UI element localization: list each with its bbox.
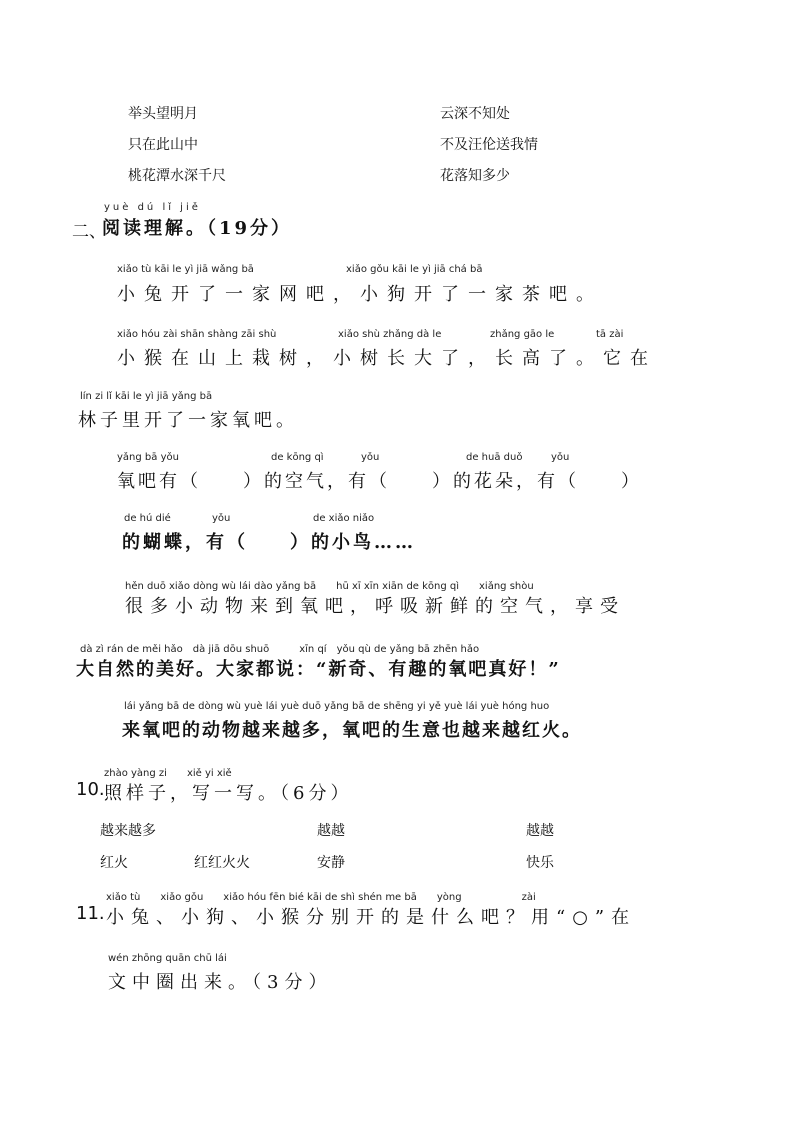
q11-prompt: 小兔、小狗、小猴分别开的是什么吧？用“○”在 bbox=[106, 907, 637, 928]
q10-word-g: 快乐 bbox=[526, 855, 554, 871]
passage-line-5: 的蝴蝶，有（ ）的小鸟…… bbox=[122, 532, 416, 553]
q10-number: 10. bbox=[76, 779, 105, 800]
passage-line-6: 很多小动物来到氧吧，呼吸新鲜的空气，享受 bbox=[125, 596, 625, 617]
q11-pinyin: xiǎo tù xiǎo gǒu xiǎo hóu fēn bié kāi de shì shén me bā yòng zài bbox=[106, 892, 536, 903]
p5-pinyin-b: yǒu bbox=[212, 513, 231, 524]
p2-pinyin-d: tā zài bbox=[596, 329, 624, 340]
p2-pinyin-b: xiǎo shù zhǎng dà le bbox=[338, 329, 442, 340]
section2-title: 阅读理解。（19分） bbox=[102, 218, 293, 239]
poem-left-2: 只在此山中 bbox=[128, 137, 198, 153]
q11-prompt-2: 文中圈出来。（3分） bbox=[108, 972, 333, 993]
passage-line-1: 小兔开了一家网吧，小狗开了一家茶吧。 bbox=[117, 284, 603, 305]
q10-example-e: 红红火火 bbox=[194, 855, 250, 871]
q10-blank-b: 越越 bbox=[317, 823, 345, 839]
p3-pinyin: lín zi lǐ kāi le yì jiā yǎng bā bbox=[80, 391, 213, 402]
q11-number: 11. bbox=[76, 903, 105, 924]
p5-pinyin-a: de hú dié bbox=[124, 513, 171, 524]
poem-right-1: 云深不知处 bbox=[440, 106, 510, 122]
passage-line-2: 小猴在山上栽树，小树长大了，长高了。它在 bbox=[117, 348, 657, 369]
q10-example-d: 红火 bbox=[100, 855, 128, 871]
p1-pinyin-a: xiǎo tù kāi le yì jiā wǎng bā bbox=[117, 264, 254, 275]
section2-pinyin: yuè dú lǐ jiě bbox=[104, 202, 201, 213]
passage-line-4: 氧吧有（ ）的空气，有（ ）的花朵，有（ ） bbox=[117, 471, 642, 492]
p2-pinyin-c: zhǎng gāo le bbox=[490, 329, 555, 340]
passage-line-8: 来氧吧的动物越来越多，氧吧的生意也越来越红火。 bbox=[122, 720, 582, 741]
p4-pinyin-a: yǎng bā yǒu bbox=[117, 452, 179, 463]
passage-line-7: 大自然的美好。大家都说：“新奇、有趣的氧吧真好！” bbox=[76, 659, 561, 680]
p2-pinyin-a: xiǎo hóu zài shān shàng zāi shù bbox=[117, 329, 277, 340]
poem-left-3: 桃花潭水深千尺 bbox=[128, 168, 226, 184]
p7-pinyin: dà zì rán de měi hǎo dà jiā dōu shuō xīn qí yǒu qù de yǎng bā zhēn hǎo bbox=[80, 644, 480, 655]
p4-pinyin-d: de huā duǒ bbox=[466, 452, 523, 463]
passage-line-3: 林子里开了一家氧吧。 bbox=[78, 410, 298, 431]
p5-pinyin-c: de xiǎo niǎo bbox=[313, 513, 375, 524]
q11-pinyin-2: wén zhōng quān chū lái bbox=[108, 953, 227, 964]
p4-pinyin-b: de kōng qì bbox=[271, 452, 324, 463]
q10-example-a: 越来越多 bbox=[100, 823, 156, 839]
poem-right-2: 不及汪伦送我情 bbox=[440, 137, 538, 153]
poem-left-1: 举头望明月 bbox=[128, 106, 198, 122]
p8-pinyin: lái yǎng bā de dòng wù yuè lái yuè duō yǎng bā de shēng yi yě yuè lái yuè hóng huo bbox=[124, 701, 550, 712]
poem-right-3: 花落知多少 bbox=[440, 168, 510, 184]
q10-blank-c: 越越 bbox=[526, 823, 554, 839]
q10-prompt: 照样子，写一写。（6分） bbox=[104, 783, 353, 804]
section2-number: 二、 bbox=[72, 222, 106, 242]
q10-pinyin: zhào yàng zi xiě yi xiě bbox=[104, 768, 232, 779]
q10-word-f: 安静 bbox=[317, 855, 345, 871]
p1-pinyin-b: xiǎo gǒu kāi le yì jiā chá bā bbox=[346, 264, 483, 275]
p6-pinyin: hěn duō xiǎo dòng wù lái dào yǎng bā hū xī xīn xiān de kōng qì xiǎng shòu bbox=[125, 581, 534, 592]
p4-pinyin-c: yǒu bbox=[361, 452, 380, 463]
p4-pinyin-e: yǒu bbox=[551, 452, 570, 463]
